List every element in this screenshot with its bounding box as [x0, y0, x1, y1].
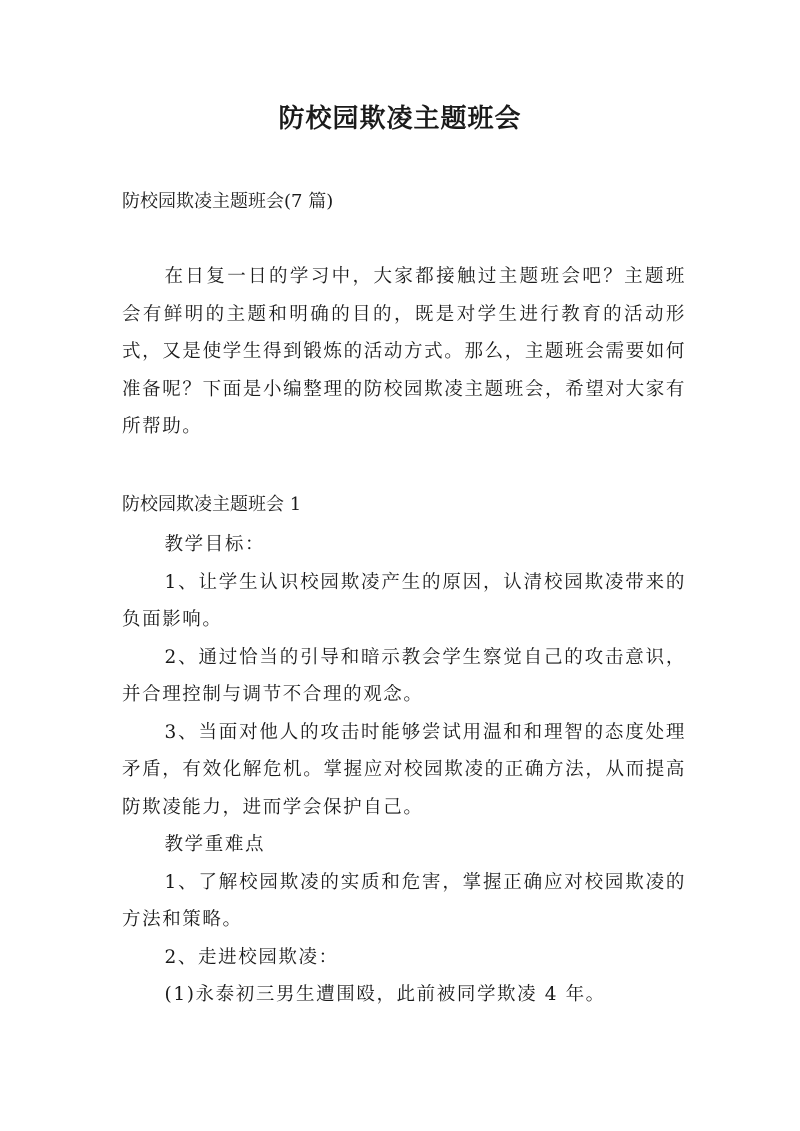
- paragraph: 教学重难点: [164, 834, 266, 855]
- paragraph: 1、让学生认识校园欺凌产生的原因，认清校园欺凌带来的负面影响。: [122, 571, 686, 630]
- paragraph: 2、通过恰当的引导和暗示教会学生察觉自己的攻击意识，并合理控制与调节不合理的观念。: [122, 646, 686, 705]
- paragraph: 2、走进校园欺凌：: [164, 946, 339, 968]
- section-heading: 防校园欺凌主题班会 1: [122, 494, 302, 515]
- paragraph: 教学目标：: [164, 534, 266, 555]
- paragraph: 1、了解校园欺凌的实质和危害，掌握正确应对校园欺凌的方法和策略。: [122, 871, 686, 930]
- document-subtitle: 防校园欺凌主题班会(7 篇): [122, 191, 334, 212]
- paragraph: 3、当面对他人的攻击时能够尝试用温和和理智的态度处理矛盾，有效化解危机。掌握应对校园欺凌的正确方法，从而提高防欺凌能力，进而学会保护自己。: [122, 721, 686, 818]
- document-title: 防校园欺凌主题班会: [278, 104, 522, 134]
- intro-paragraph: 在日复一日的学习中，大家都接触过主题班会吧？主题班会有鲜明的主题和明确的目的，既是对学生进行教育的活动形式，又是使学生得到锻炼的活动方式。那么，主题班会需要如何准备呢？下面是小编整理的防校园欺凌主题班会，希望对大家有所帮助。: [122, 266, 686, 437]
- section-body: [122, 526, 686, 1014]
- paragraph: (1)永泰初三男生遭围殴，此前被同学欺凌 4 年。: [164, 984, 606, 1005]
